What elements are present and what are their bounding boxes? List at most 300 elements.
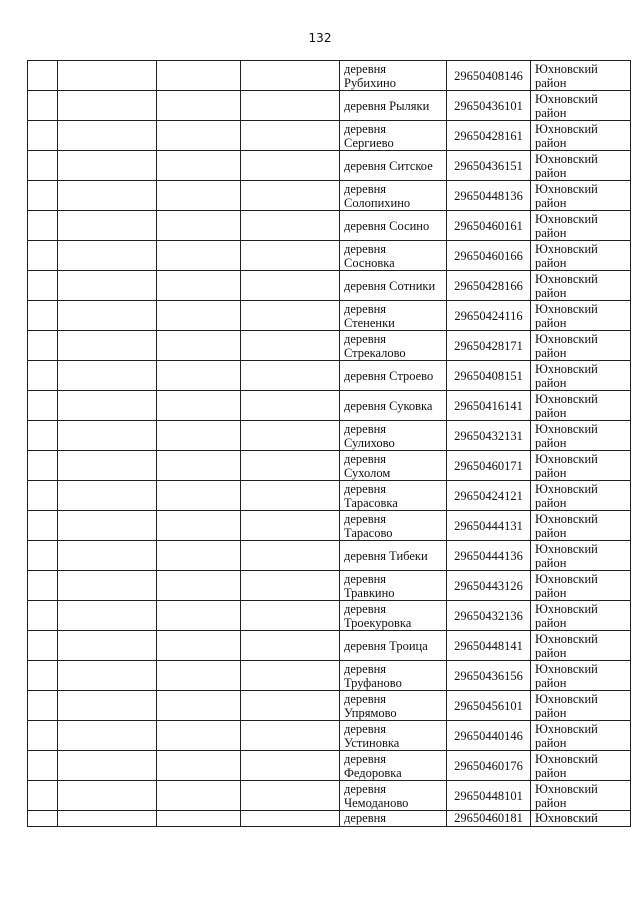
oktmo-code-cell: 29650416141: [447, 391, 531, 421]
empty-cell: [241, 811, 340, 827]
empty-cell: [157, 211, 241, 241]
settlement-name-line: деревня: [344, 781, 387, 796]
settlement-name-line: Упрямово: [344, 705, 397, 720]
empty-cell: [28, 481, 58, 511]
district-cell: [531, 541, 631, 571]
settlement-name-cell: [340, 151, 447, 181]
district-line: район: [535, 675, 567, 690]
oktmo-code-cell: 29650443126: [447, 571, 531, 601]
table-row: [28, 331, 631, 361]
empty-cell: [157, 271, 241, 301]
oktmo-code-cell: 29650460161: [447, 211, 531, 241]
empty-cell: [241, 511, 340, 541]
empty-cell: [58, 391, 157, 421]
settlement-name-cell: [340, 691, 447, 721]
settlement-name-line: Труфаново: [344, 675, 402, 690]
settlement-name-line: деревня: [344, 301, 387, 316]
district-cell: [531, 601, 631, 631]
empty-cell: [241, 631, 340, 661]
empty-cell: [28, 511, 58, 541]
table-row: [28, 361, 631, 391]
district-line: Юхновский: [535, 751, 598, 766]
settlement-name-line: Солопихино: [344, 195, 411, 210]
empty-cell: [58, 301, 157, 331]
settlement-name-cell: [340, 361, 447, 391]
empty-cell: [241, 91, 340, 121]
district-line: район: [535, 645, 567, 660]
settlement-name-line: деревня Троица: [344, 638, 428, 653]
district-cell: [531, 631, 631, 661]
table-row: [28, 541, 631, 571]
district-cell: [531, 511, 631, 541]
settlement-name-cell: [340, 751, 447, 781]
district-line: Юхновский: [535, 781, 598, 796]
settlement-name-cell: [340, 91, 447, 121]
district-line: Юхновский: [535, 391, 598, 406]
settlement-name-cell: [340, 271, 447, 301]
district-line: Юхновский: [535, 811, 598, 825]
district-line: Юхновский: [535, 331, 598, 346]
empty-cell: [58, 601, 157, 631]
settlement-name-line: деревня: [344, 451, 387, 466]
empty-cell: [28, 751, 58, 781]
empty-cell: [157, 691, 241, 721]
empty-cell: [157, 571, 241, 601]
empty-cell: [28, 301, 58, 331]
settlement-name-line: Сосновка: [344, 255, 395, 270]
table-row: [28, 811, 631, 827]
settlement-name-cell: [340, 631, 447, 661]
settlement-name-cell: [340, 811, 447, 827]
empty-cell: [58, 91, 157, 121]
empty-cell: [157, 541, 241, 571]
table-row: [28, 301, 631, 331]
settlement-name-line: деревня: [344, 121, 387, 136]
empty-cell: [28, 661, 58, 691]
empty-cell: [28, 271, 58, 301]
settlement-name-line: Сухолом: [344, 465, 391, 480]
settlement-name-cell: [340, 241, 447, 271]
district-cell: [531, 391, 631, 421]
district-line: район: [535, 405, 567, 420]
empty-cell: [58, 511, 157, 541]
district-line: район: [535, 315, 567, 330]
oktmo-code-cell: 29650424121: [447, 481, 531, 511]
empty-cell: [58, 631, 157, 661]
settlement-name-cell: [340, 421, 447, 451]
district-line: Юхновский: [535, 121, 598, 136]
district-line: Юхновский: [535, 601, 598, 616]
settlement-name-line: деревня Сосино: [344, 218, 430, 233]
empty-cell: [58, 811, 157, 827]
empty-cell: [157, 781, 241, 811]
empty-cell: [241, 241, 340, 271]
district-line: район: [535, 435, 567, 450]
settlement-name-cell: [340, 661, 447, 691]
empty-cell: [241, 301, 340, 331]
oktmo-code-cell: 29650460181: [447, 811, 531, 827]
empty-cell: [58, 271, 157, 301]
settlement-name-line: деревня: [344, 481, 387, 496]
district-line: район: [535, 465, 567, 480]
district-cell: [531, 721, 631, 751]
settlement-name-cell: [340, 301, 447, 331]
empty-cell: [28, 361, 58, 391]
district-line: Юхновский: [535, 721, 598, 736]
empty-cell: [241, 481, 340, 511]
oktmo-code-cell: 29650428166: [447, 271, 531, 301]
empty-cell: [241, 601, 340, 631]
table-row: [28, 601, 631, 631]
district-cell: [531, 121, 631, 151]
oktmo-code-cell: 29650448101: [447, 781, 531, 811]
settlement-name-line: деревня: [344, 331, 387, 346]
district-line: Юхновский: [535, 571, 598, 586]
empty-cell: [157, 421, 241, 451]
empty-cell: [28, 601, 58, 631]
empty-cell: [241, 211, 340, 241]
oktmo-code-cell: 29650408146: [447, 61, 531, 91]
empty-cell: [241, 331, 340, 361]
empty-cell: [28, 811, 58, 827]
empty-cell: [28, 571, 58, 601]
settlement-name-cell: [340, 781, 447, 811]
oktmo-code-cell: 29650444136: [447, 541, 531, 571]
oktmo-code-cell: 29650428161: [447, 121, 531, 151]
empty-cell: [157, 151, 241, 181]
empty-cell: [58, 151, 157, 181]
oktmo-code-cell: 29650424116: [447, 301, 531, 331]
table-row: [28, 181, 631, 211]
empty-cell: [28, 541, 58, 571]
table-row: [28, 781, 631, 811]
district-line: Юхновский: [535, 361, 598, 376]
empty-cell: [28, 241, 58, 271]
settlement-name-line: деревня Сотники: [344, 278, 436, 293]
settlement-name-cell: [340, 571, 447, 601]
district-line: район: [535, 615, 567, 630]
settlement-name-line: Стененки: [344, 315, 395, 330]
empty-cell: [58, 61, 157, 91]
oktmo-code-cell: 29650432131: [447, 421, 531, 451]
district-line: район: [535, 495, 567, 510]
district-line: Юхновский: [535, 61, 598, 76]
district-cell: [531, 811, 631, 827]
settlement-name-cell: [340, 481, 447, 511]
empty-cell: [28, 181, 58, 211]
district-line: район: [535, 555, 567, 570]
district-cell: [531, 751, 631, 781]
empty-cell: [58, 451, 157, 481]
district-line: Юхновский: [535, 151, 598, 166]
empty-cell: [241, 361, 340, 391]
district-cell: [531, 361, 631, 391]
empty-cell: [58, 691, 157, 721]
table-row: [28, 451, 631, 481]
settlement-name-line: деревня Тибеки: [344, 548, 428, 563]
district-cell: [531, 301, 631, 331]
district-line: район: [535, 735, 567, 750]
settlement-name-line: Рубихино: [344, 75, 396, 90]
district-cell: [531, 691, 631, 721]
settlement-name-cell: [340, 451, 447, 481]
empty-cell: [28, 211, 58, 241]
empty-cell: [58, 181, 157, 211]
district-line: район: [535, 795, 567, 810]
district-cell: [531, 571, 631, 601]
empty-cell: [157, 331, 241, 361]
empty-cell: [58, 481, 157, 511]
district-line: Юхновский: [535, 301, 598, 316]
district-line: Юхновский: [535, 451, 598, 466]
empty-cell: [28, 151, 58, 181]
settlement-name-line: деревня: [344, 61, 387, 76]
settlement-name-cell: [340, 121, 447, 151]
oktmo-code-cell: 29650448141: [447, 631, 531, 661]
settlement-name-line: деревня: [344, 181, 387, 196]
settlement-name-line: Устиновка: [344, 735, 400, 750]
settlement-name-cell: [340, 391, 447, 421]
empty-cell: [157, 91, 241, 121]
district-cell: [531, 211, 631, 241]
district-line: Юхновский: [535, 421, 598, 436]
empty-cell: [241, 421, 340, 451]
empty-cell: [157, 811, 241, 827]
empty-cell: [157, 721, 241, 751]
empty-cell: [241, 61, 340, 91]
district-line: Юхновский: [535, 241, 598, 256]
oktmo-code-cell: 29650436151: [447, 151, 531, 181]
district-line: Юхновский: [535, 541, 598, 556]
district-line: Юхновский: [535, 211, 598, 226]
empty-cell: [28, 91, 58, 121]
district-line: Юхновский: [535, 91, 598, 106]
empty-cell: [157, 181, 241, 211]
district-cell: [531, 661, 631, 691]
empty-cell: [28, 781, 58, 811]
empty-cell: [157, 241, 241, 271]
empty-cell: [241, 121, 340, 151]
empty-cell: [28, 331, 58, 361]
district-line: Юхновский: [535, 181, 598, 196]
empty-cell: [58, 751, 157, 781]
empty-cell: [241, 571, 340, 601]
settlement-name-line: деревня: [344, 601, 387, 616]
district-cell: [531, 421, 631, 451]
table-row: [28, 661, 631, 691]
district-line: Юхновский: [535, 481, 598, 496]
district-cell: [531, 271, 631, 301]
empty-cell: [157, 121, 241, 151]
settlement-name-line: деревня Рыляки: [344, 98, 430, 113]
empty-cell: [58, 241, 157, 271]
empty-cell: [58, 541, 157, 571]
district-line: Юхновский: [535, 661, 598, 676]
oktmo-code-cell: 29650440146: [447, 721, 531, 751]
table-row: [28, 121, 631, 151]
empty-cell: [28, 631, 58, 661]
empty-cell: [241, 271, 340, 301]
empty-cell: [157, 61, 241, 91]
district-cell: [531, 91, 631, 121]
district-cell: [531, 151, 631, 181]
settlement-name-line: Тарасово: [344, 525, 393, 540]
settlement-name-line: деревня Ситское: [344, 158, 433, 173]
settlement-name-line: деревня: [344, 421, 387, 436]
oktmo-code-cell: 29650460166: [447, 241, 531, 271]
settlement-name-line: Сулихово: [344, 435, 395, 450]
empty-cell: [58, 661, 157, 691]
oktmo-code-cell: 29650436101: [447, 91, 531, 121]
settlement-name-line: деревня: [344, 751, 387, 766]
district-cell: [531, 241, 631, 271]
empty-cell: [28, 421, 58, 451]
empty-cell: [157, 301, 241, 331]
empty-cell: [28, 721, 58, 751]
district-line: район: [535, 705, 567, 720]
district-line: район: [535, 345, 567, 360]
oktmo-code-cell: 29650460171: [447, 451, 531, 481]
settlement-name-cell: [340, 601, 447, 631]
district-line: Юхновский: [535, 691, 598, 706]
settlement-name-cell: [340, 211, 447, 241]
district-line: район: [535, 375, 567, 390]
empty-cell: [241, 151, 340, 181]
settlement-name-line: деревня: [344, 661, 387, 676]
empty-cell: [241, 721, 340, 751]
table-row: [28, 151, 631, 181]
district-line: район: [535, 255, 567, 270]
empty-cell: [157, 361, 241, 391]
empty-cell: [58, 361, 157, 391]
district-line: район: [535, 75, 567, 90]
empty-cell: [241, 391, 340, 421]
district-line: район: [535, 285, 567, 300]
table-row: [28, 421, 631, 451]
empty-cell: [58, 571, 157, 601]
oktmo-code-cell: 29650436156: [447, 661, 531, 691]
empty-cell: [241, 751, 340, 781]
district-cell: [531, 781, 631, 811]
district-line: район: [535, 165, 567, 180]
oktmo-code-cell: 29650444131: [447, 511, 531, 541]
empty-cell: [28, 391, 58, 421]
settlement-name-cell: [340, 61, 447, 91]
table-row: [28, 691, 631, 721]
oktmo-code-cell: 29650432136: [447, 601, 531, 631]
empty-cell: [241, 541, 340, 571]
empty-cell: [157, 451, 241, 481]
settlement-name-line: деревня: [344, 241, 387, 256]
settlement-name-line: Тарасовка: [344, 495, 398, 510]
settlement-registry-table: [27, 60, 631, 827]
settlement-name-line: деревня Строево: [344, 368, 434, 383]
table-row: [28, 241, 631, 271]
district-line: район: [535, 195, 567, 210]
district-line: Юхновский: [535, 631, 598, 646]
table-row: [28, 61, 631, 91]
empty-cell: [28, 451, 58, 481]
empty-cell: [157, 751, 241, 781]
table-row: [28, 91, 631, 121]
table-row: [28, 391, 631, 421]
oktmo-code-cell: 29650428171: [447, 331, 531, 361]
empty-cell: [241, 661, 340, 691]
district-cell: [531, 331, 631, 361]
district-cell: [531, 181, 631, 211]
empty-cell: [241, 691, 340, 721]
district-line: район: [535, 765, 567, 780]
table-row: [28, 511, 631, 541]
page-number: 132: [308, 31, 332, 45]
empty-cell: [241, 451, 340, 481]
settlement-name-cell: [340, 541, 447, 571]
table-row: [28, 721, 631, 751]
district-line: район: [535, 585, 567, 600]
settlement-name-line: деревня: [344, 571, 387, 586]
settlement-name-line: Травкино: [344, 585, 395, 600]
district-cell: [531, 451, 631, 481]
table-row: [28, 271, 631, 301]
settlement-name-line: Сергиево: [344, 135, 394, 150]
district-line: район: [535, 525, 567, 540]
settlement-name-cell: [340, 721, 447, 751]
empty-cell: [58, 721, 157, 751]
empty-cell: [157, 481, 241, 511]
settlement-name-line: деревня: [344, 811, 387, 825]
empty-cell: [157, 391, 241, 421]
district-cell: [531, 481, 631, 511]
oktmo-code-cell: 29650448136: [447, 181, 531, 211]
empty-cell: [241, 781, 340, 811]
empty-cell: [28, 121, 58, 151]
settlement-name-line: Стрекалово: [344, 345, 406, 360]
oktmo-code-cell: 29650456101: [447, 691, 531, 721]
settlement-name-line: Троекуровка: [344, 615, 412, 630]
empty-cell: [28, 61, 58, 91]
empty-cell: [58, 421, 157, 451]
empty-cell: [58, 331, 157, 361]
table-row: [28, 571, 631, 601]
district-line: Юхновский: [535, 271, 598, 286]
empty-cell: [58, 781, 157, 811]
empty-cell: [28, 691, 58, 721]
empty-cell: [58, 211, 157, 241]
district-line: район: [535, 225, 567, 240]
district-line: Юхновский: [535, 511, 598, 526]
table-row: [28, 631, 631, 661]
district-cell: [531, 61, 631, 91]
settlement-name-line: деревня: [344, 721, 387, 736]
district-line: район: [535, 135, 567, 150]
settlement-name-cell: [340, 511, 447, 541]
settlement-name-line: деревня: [344, 511, 387, 526]
empty-cell: [58, 121, 157, 151]
empty-cell: [241, 181, 340, 211]
district-line: район: [535, 105, 567, 120]
oktmo-code-cell: 29650460176: [447, 751, 531, 781]
empty-cell: [157, 631, 241, 661]
settlement-name-cell: [340, 331, 447, 361]
settlement-name-line: Чемоданово: [344, 795, 409, 810]
table-row: [28, 481, 631, 511]
registry-body: [28, 61, 631, 827]
table-row: [28, 211, 631, 241]
settlement-name-line: Федоровка: [344, 765, 402, 780]
oktmo-code-cell: 29650408151: [447, 361, 531, 391]
settlement-name-line: деревня: [344, 691, 387, 706]
empty-cell: [157, 511, 241, 541]
